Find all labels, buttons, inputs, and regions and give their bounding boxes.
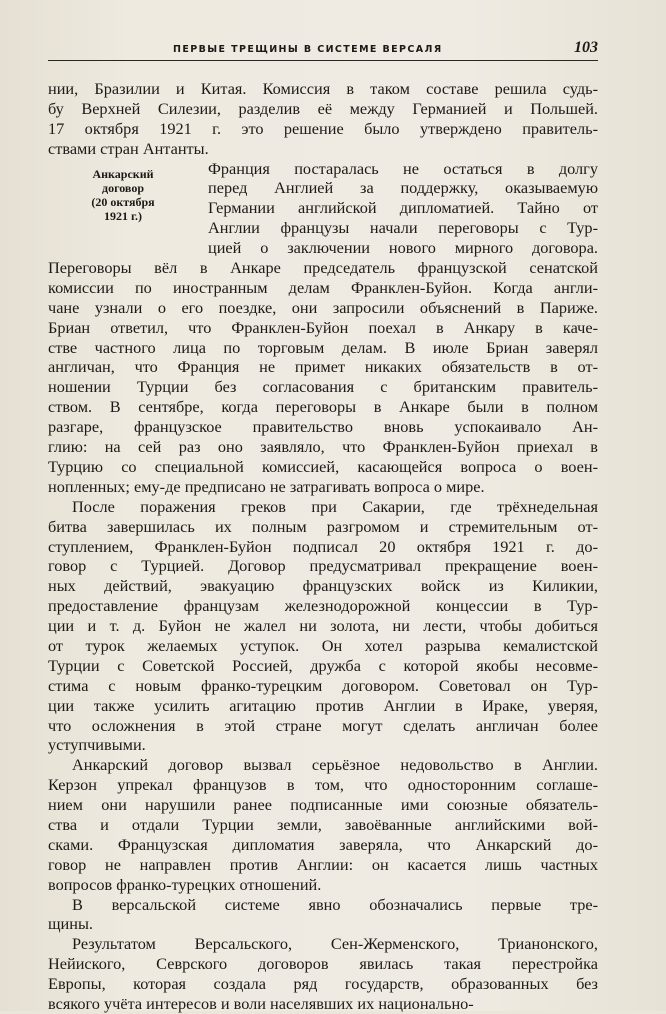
text-line: Анкарский договор вызвал серьёзное недовольство в Англии. [72, 755, 598, 774]
text-line: Франция постаралась не остаться в долгу [208, 159, 598, 178]
page-number: 103 [574, 39, 598, 56]
text-line: ствами стран Антанты. [48, 139, 209, 158]
text-line: говор не направлен против Англии: он касается лишь частных [48, 855, 598, 874]
text-line: глию: на сей раз оно заявляло, что Франклен-Буйон приехал в [48, 437, 598, 456]
text-line: от турок желаемых уступок. Он хотел разрыва кемалистской [48, 636, 598, 655]
text-line: Переговоры вёл в Анкаре председатель французской сенатской [48, 258, 598, 277]
text-line: нием они нарушили ранее подписанные ими союзные обязатель- [48, 795, 598, 814]
text-line: говор с Турцией. Договор предусматривал прекращение воен- [48, 556, 598, 575]
marginal-note-line: Анкарский [92, 167, 154, 181]
marginal-note-line: договор [102, 181, 144, 195]
text-line: щины. [48, 914, 93, 933]
text-line: После поражения греков при Сакарии, где трёхнедельная [72, 497, 598, 516]
text-line: Европы, которая создала ряд государств, образованных без [48, 974, 598, 993]
text-line: нопленных; ему-де предписано не затрагивать вопроса о мире. [48, 477, 485, 496]
text-line: чане узнали о его поездке, они запросили объяснений в Париже. [48, 298, 598, 317]
text-line: битва завершилась их полным разгромом и стремительным от- [48, 517, 598, 536]
marginal-note-line: (20 октября [91, 195, 155, 209]
text-line: нии, Бразилии и Китая. Комиссия в таком составе решила судь- [48, 79, 598, 98]
text-line: англичан, что Франция не примет никаких обязательств в от- [48, 357, 598, 376]
text-line: перед Англией за поддержку, оказываемую [208, 178, 598, 197]
text-line: Турции с Советской Россией, дружба с которой якобы несовме- [48, 656, 598, 675]
text-line: В версальской системе явно обозначались первые тре- [72, 895, 598, 914]
marginal-note [48, 167, 198, 223]
text-line: предоставление французам железнодорожной концессии в Тур- [48, 596, 598, 615]
text-line: Нейиского, Севрского договоров явилась такая перестройка [48, 954, 598, 973]
text-line: Керзон упрекал французов в том, что односторонним соглаше- [48, 775, 598, 794]
text-line: ции также усилить агитацию против Англии в Ираке, уверяя, [48, 696, 598, 715]
text-line: всякого учёта интересов и воли населявших их национально- [48, 994, 474, 1013]
text-line: бу Верхней Силезии, разделив её между Германией и Польшей. [48, 99, 598, 118]
text-line: ношении Турции без согласования с британским правитель- [48, 377, 598, 396]
text-line: уступчивыми. [48, 735, 146, 754]
text-line: разгаре, французское правительство вновь успокаивало Ан- [48, 417, 598, 436]
text-line: стима с новым франко-турецким договором. Советовал он Тур- [48, 676, 598, 695]
text-line: ством. В сентябре, когда переговоры в Анкаре были в полном [48, 397, 598, 416]
text-line: Турцию со специальной комиссией, касающейся вопроса о воен- [48, 457, 598, 476]
text-line: ции и т. д. Буйон не жалел ни золота, ни лести, чтобы добиться [48, 616, 598, 635]
text-line: Германии английской дипломатией. Тайно от [208, 198, 598, 217]
text-line: сками. Французская дипломатия заверяла, что Анкарский до- [48, 835, 598, 854]
text-line: ства и отдали Турции земли, завоёванные английскими вой- [48, 815, 598, 834]
text-line: ных действий, эвакуацию французских войск из Киликии, [48, 576, 598, 595]
text-line: ступлением, Франклен-Буйон подписал 20 октября 1921 г. до- [48, 537, 598, 556]
marginal-note-line: 1921 г.) [103, 209, 143, 223]
text-line: цией о заключении нового мирного договора. [208, 238, 598, 257]
text-line: Англии французы начали переговоры с Тур- [208, 218, 598, 237]
text-line: Результатом Версальского, Сен-Жерменского, Трианонского, [72, 934, 598, 953]
text-line: стве частного лица по торговым делам. В июле Бриан заверял [48, 338, 598, 357]
running-title: ПЕРВЫЕ ТРЕЩИНЫ В СИСТЕМЕ ВЕРСАЛЯ [173, 44, 443, 55]
text-line: что осложнения в этой стране могут сделать англичан более [48, 716, 598, 735]
running-header [48, 40, 598, 61]
text-line: вопросов франко-турецких отношений. [48, 875, 322, 894]
text-line: Бриан ответил, что Франклен-Буйон поехал в Анкару в каче- [48, 318, 598, 337]
text-line: комиссии по иностранным делам Франклен-Буйон. Когда англи- [48, 278, 598, 297]
text-line: 17 октября 1921 г. это решение было утверждено правитель- [48, 119, 598, 138]
